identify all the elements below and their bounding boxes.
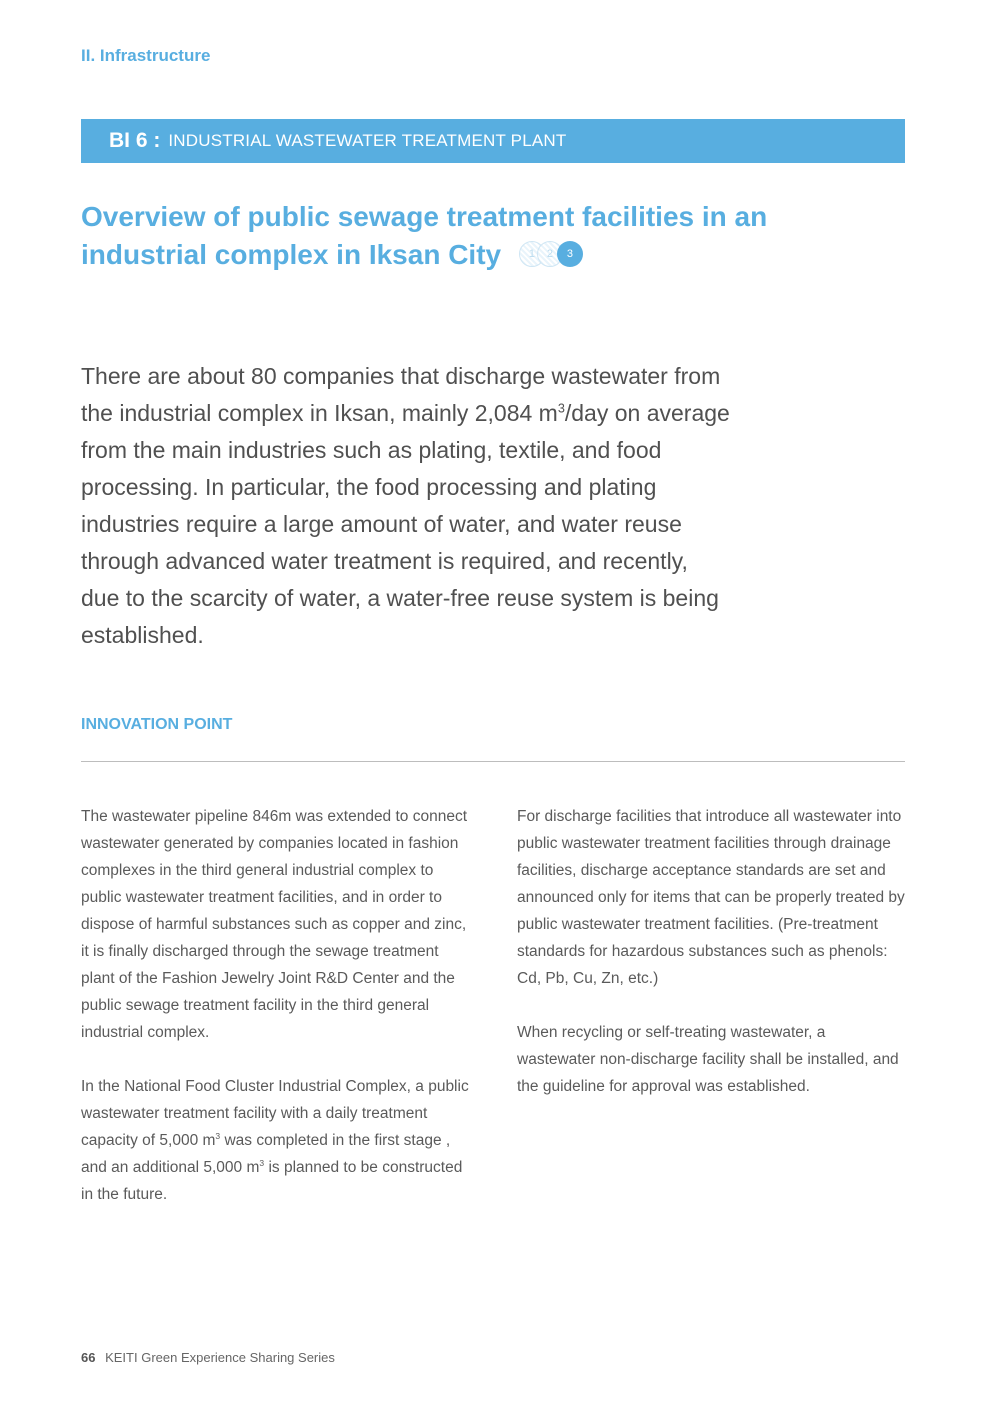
section-label: II. Infrastructure <box>81 46 211 65</box>
right-paragraph-1: For discharge facilities that introduce all wastewater into public wastewater treatment facilities through drainage facilities, discharge acceptance standards are set and announced only for items that can be properly treated by public wastewater treatment facilities. (Pre-treatment standards for hazardous substances such as phenols: Cd, Pb, Cu, Zn, etc.) <box>517 808 905 987</box>
left-paragraph-1: The wastewater pipeline 846m was extended to connect wastewater generated by companies located in fashion complexes in the third general industrial complex to public wastewater treatment facilities, and in order to dispose of harmful substances such as copper and zinc, it is finally discharged through the sewage treatment plant of the Fashion Jewelry Joint R&D Center and the public sewage treatment facility in the third general industrial complex. <box>81 808 468 1041</box>
page-title-line1: Overview of public sewage treatment facilities in an <box>81 201 768 232</box>
right-paragraph-2: When recycling or self-treating wastewater, a wastewater non-discharge facility shall be installed, and the guideline for approval was established. <box>517 1024 899 1095</box>
intro-superscript: 3 <box>557 401 565 416</box>
step-indicator <box>519 241 583 267</box>
innovation-right-column <box>517 803 907 1127</box>
page-title-line2: industrial complex in Iksan City <box>81 239 502 270</box>
left-p2-part-a: In the National Food Cluster Industrial Complex, a public wastewater treatment facility with a daily treatment capacity of 5,000 m <box>81 1078 469 1149</box>
left-p2-sup-2: 3 <box>259 1157 265 1168</box>
page-title <box>81 198 841 274</box>
intro-paragraph <box>81 358 731 654</box>
left-p2-part-c: is planned to be constructed in the future. <box>81 1159 463 1203</box>
step-2-icon: 2 <box>537 241 563 267</box>
intro-text-part2: /day on average from the main industries such as plating, textile, and food processing. In particular, the food processing and plating industries require a large amount of water, and water reuse through advanced water treatment is required, and recently, due to the scarcity of water, a water-free reuse system is being established. <box>81 400 730 648</box>
innovation-left-column <box>81 803 471 1235</box>
left-p2-sup-1: 3 <box>215 1130 221 1141</box>
page-number: 66 <box>81 1350 96 1365</box>
step-1-icon: 1 <box>519 241 545 267</box>
topic-banner <box>81 119 905 163</box>
page-footer <box>81 1350 335 1365</box>
intro-text-part1: There are about 80 companies that discharge wastewater from the industrial complex in Iksan, mainly 2,084 m <box>81 363 721 426</box>
step-3-icon-active: 3 <box>557 241 583 267</box>
divider <box>81 761 905 762</box>
banner-title: INDUSTRIAL WASTEWATER TREATMENT PLANT <box>168 131 567 150</box>
left-p2-part-b: was completed in the first stage , and an additional 5,000 m <box>81 1132 451 1176</box>
innovation-heading: INNOVATION POINT <box>81 716 233 733</box>
left-paragraph-2 <box>81 1073 471 1208</box>
banner-code: BI 6 : <box>109 129 161 152</box>
series-name: KEITI Green Experience Sharing Series <box>105 1350 335 1365</box>
